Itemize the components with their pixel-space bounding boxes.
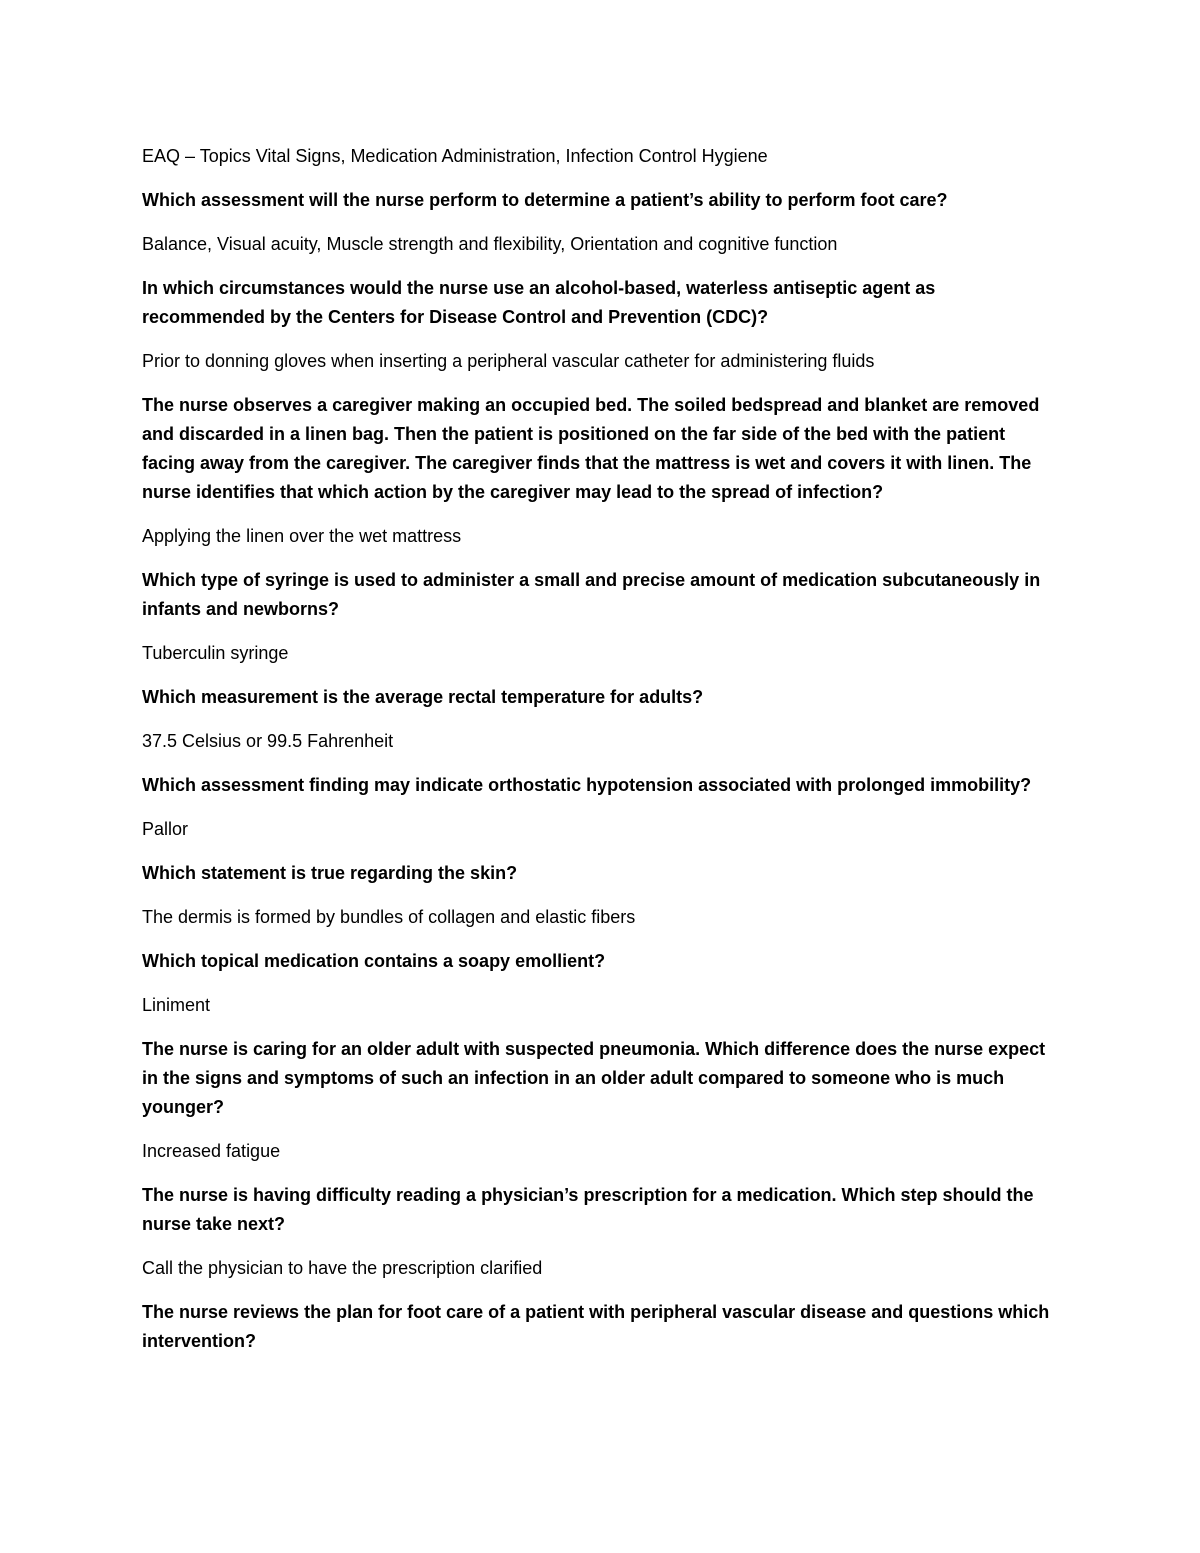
qa-item: [142, 683, 1062, 756]
question-text: The nurse is having difficulty reading a physician’s prescription for a medication. Which step should the nurse take next?: [142, 1185, 1034, 1234]
question-text: Which statement is true regarding the skin?: [142, 863, 518, 883]
document-title: EAQ – Topics Vital Signs, Medication Administration, Infection Control Hygiene: [142, 146, 768, 166]
answer-text: Prior to donning gloves when inserting a peripheral vascular catheter for administering fluids: [142, 351, 875, 371]
document-body: [142, 142, 1062, 1371]
answer-text: Call the physician to have the prescription clarified: [142, 1258, 543, 1278]
answer-text: Applying the linen over the wet mattress: [142, 526, 462, 546]
question-text: The nurse reviews the plan for foot care of a patient with peripheral vascular disease and questions which intervention?: [142, 1302, 1050, 1351]
qa-item: [142, 947, 1062, 1020]
qa-item: [142, 771, 1062, 844]
answer-text: Liniment: [142, 995, 211, 1015]
qa-item: [142, 391, 1062, 551]
answer-text: Tuberculin syringe: [142, 643, 289, 663]
answer-text: The dermis is formed by bundles of collagen and elastic fibers: [142, 907, 636, 927]
qa-item: [142, 274, 1062, 376]
answer-text: Balance, Visual acuity, Muscle strength and flexibility, Orientation and cognitive function: [142, 234, 838, 254]
answer-text: Increased fatigue: [142, 1141, 281, 1161]
question-text: The nurse observes a caregiver making an occupied bed. The soiled bedspread and blanket are removed and discarded in a linen bag. Then the patient is positioned on the far side of the bed with the patient facing away from the caregiver. The caregiver finds that the mattress is wet and covers it with linen. The nurse identifies that which action by the caregiver may lead to the spread of infection?: [142, 395, 1040, 502]
qa-item: [142, 1181, 1062, 1283]
question-text: Which type of syringe is used to administer a small and precise amount of medication subcutaneously in infants and newborns?: [142, 570, 1041, 619]
question-text: Which topical medication contains a soapy emollient?: [142, 951, 606, 971]
answer-text: Pallor: [142, 819, 189, 839]
question-text: The nurse is caring for an older adult with suspected pneumonia. Which difference does the nurse expect in the signs and symptoms of such an infection in an older adult compared to someone who is much younger?: [142, 1039, 1046, 1117]
answer-text: 37.5 Celsius or 99.5 Fahrenheit: [142, 731, 394, 751]
question-text: Which assessment will the nurse perform to determine a patient’s ability to perform foot care?: [142, 190, 948, 210]
question-text: Which assessment finding may indicate orthostatic hypotension associated with prolonged immobility?: [142, 775, 1032, 795]
qa-item: [142, 566, 1062, 668]
question-text: In which circumstances would the nurse use an alcohol-based, waterless antiseptic agent as recommended by the Centers for Disease Control and Prevention (CDC)?: [142, 278, 936, 327]
qa-item: [142, 859, 1062, 932]
qa-item: [142, 1298, 1062, 1356]
question-text: Which measurement is the average rectal temperature for adults?: [142, 687, 704, 707]
qa-item: [142, 186, 1062, 259]
qa-item: [142, 1035, 1062, 1166]
